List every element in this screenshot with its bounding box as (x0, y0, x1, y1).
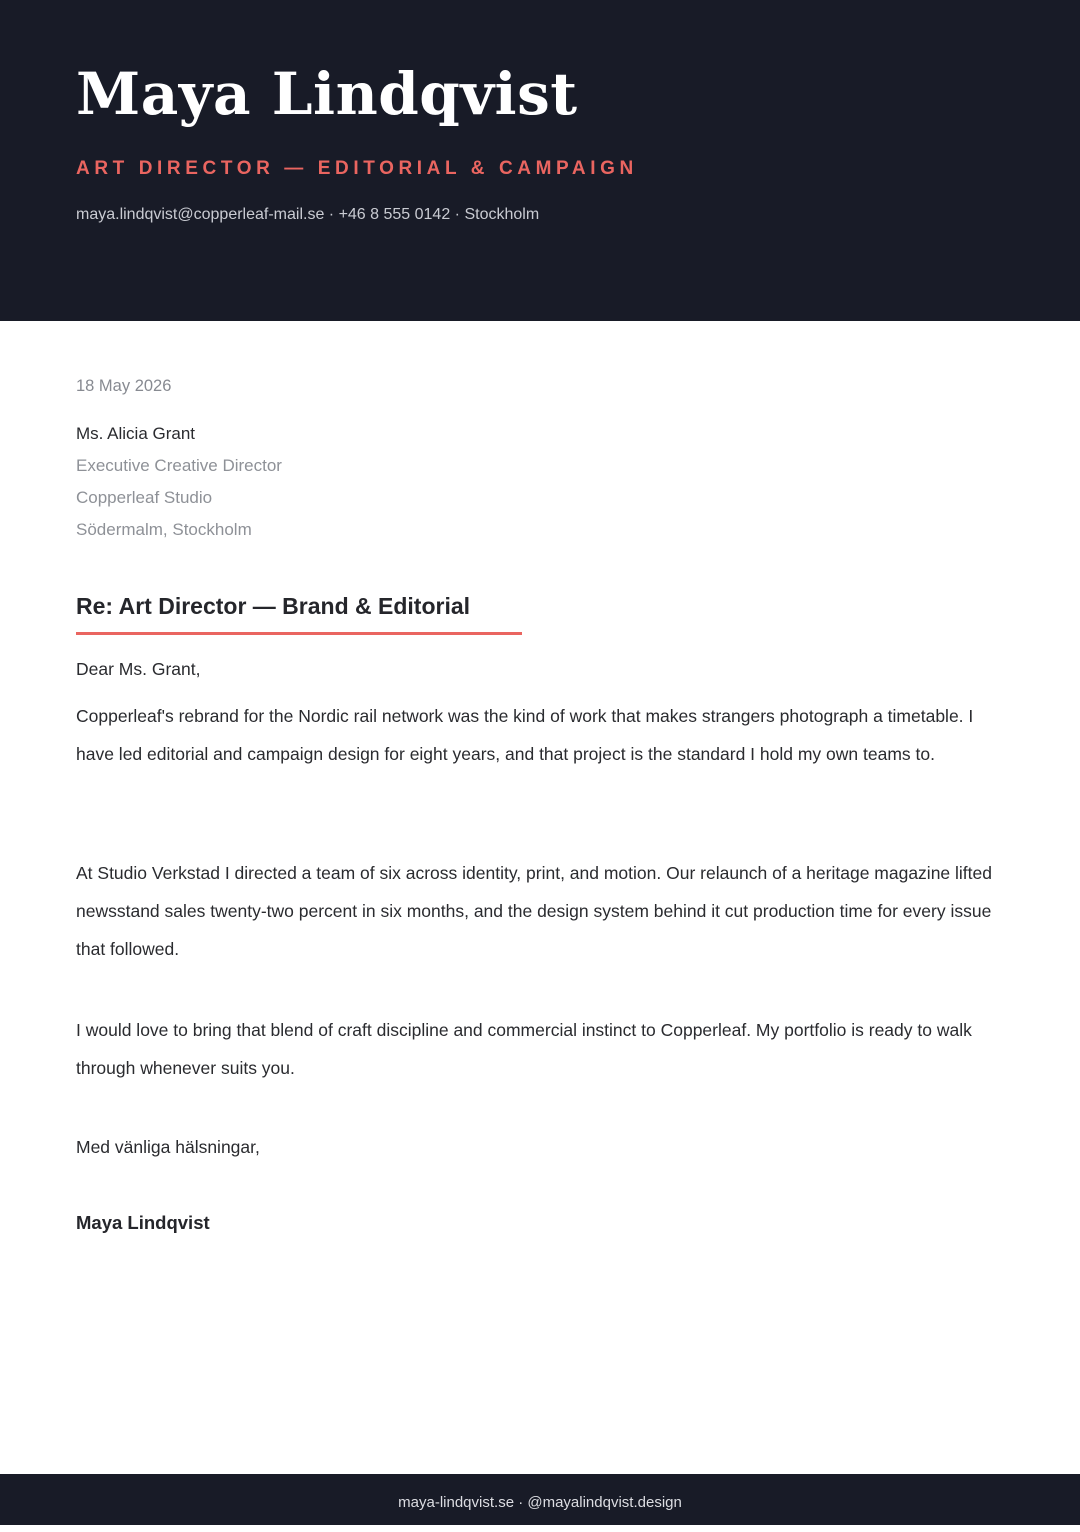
salutation: Dear Ms. Grant, (76, 659, 201, 679)
sender-role: ART DIRECTOR — EDITORIAL & CAMPAIGN (76, 158, 638, 179)
body-paragraph-2: At Studio Verkstad I directed a team of six across identity, print, and motion. Our relaunch of a heritage magazine lifted newsstand sales twenty-two percent in six months, and the design system behind it cut production time for every issue that followed. (76, 863, 992, 959)
subject-underline (76, 632, 522, 635)
footer-links: maya-lindqvist.se · @mayalindqvist.design (398, 1494, 682, 1511)
footer-bar (0, 1474, 1080, 1525)
recipient-company: Copperleaf Studio (76, 488, 213, 507)
recipient-location: Södermalm, Stockholm (76, 520, 252, 539)
body-paragraph-3: I would love to bring that blend of craft discipline and commercial instinct to Copperleaf. My portfolio is ready to walk through whenever suits you. (76, 1020, 972, 1078)
recipient-name: Ms. Alicia Grant (76, 424, 196, 443)
recipient-title: Executive Creative Director (76, 456, 282, 475)
subject-line: Re: Art Director — Brand & Editorial (76, 593, 471, 619)
sender-contact: maya.lindqvist@copperleaf-mail.se · +46 8 555 0142 · Stockholm (76, 206, 540, 223)
body-paragraph-1: Copperleaf's rebrand for the Nordic rail network was the kind of work that makes strangers photograph a timetable. I have led editorial and campaign design for eight years, and that project is the standard I hold my own teams to. (76, 706, 974, 764)
closing: Med vänliga hälsningar, (76, 1137, 260, 1157)
letter-date: 18 May 2026 (76, 377, 172, 395)
letterhead-header (0, 0, 1080, 321)
sender-name: Maya Lindqvist (76, 60, 578, 128)
signature-name: Maya Lindqvist (76, 1212, 210, 1233)
recipient-block (76, 418, 282, 546)
